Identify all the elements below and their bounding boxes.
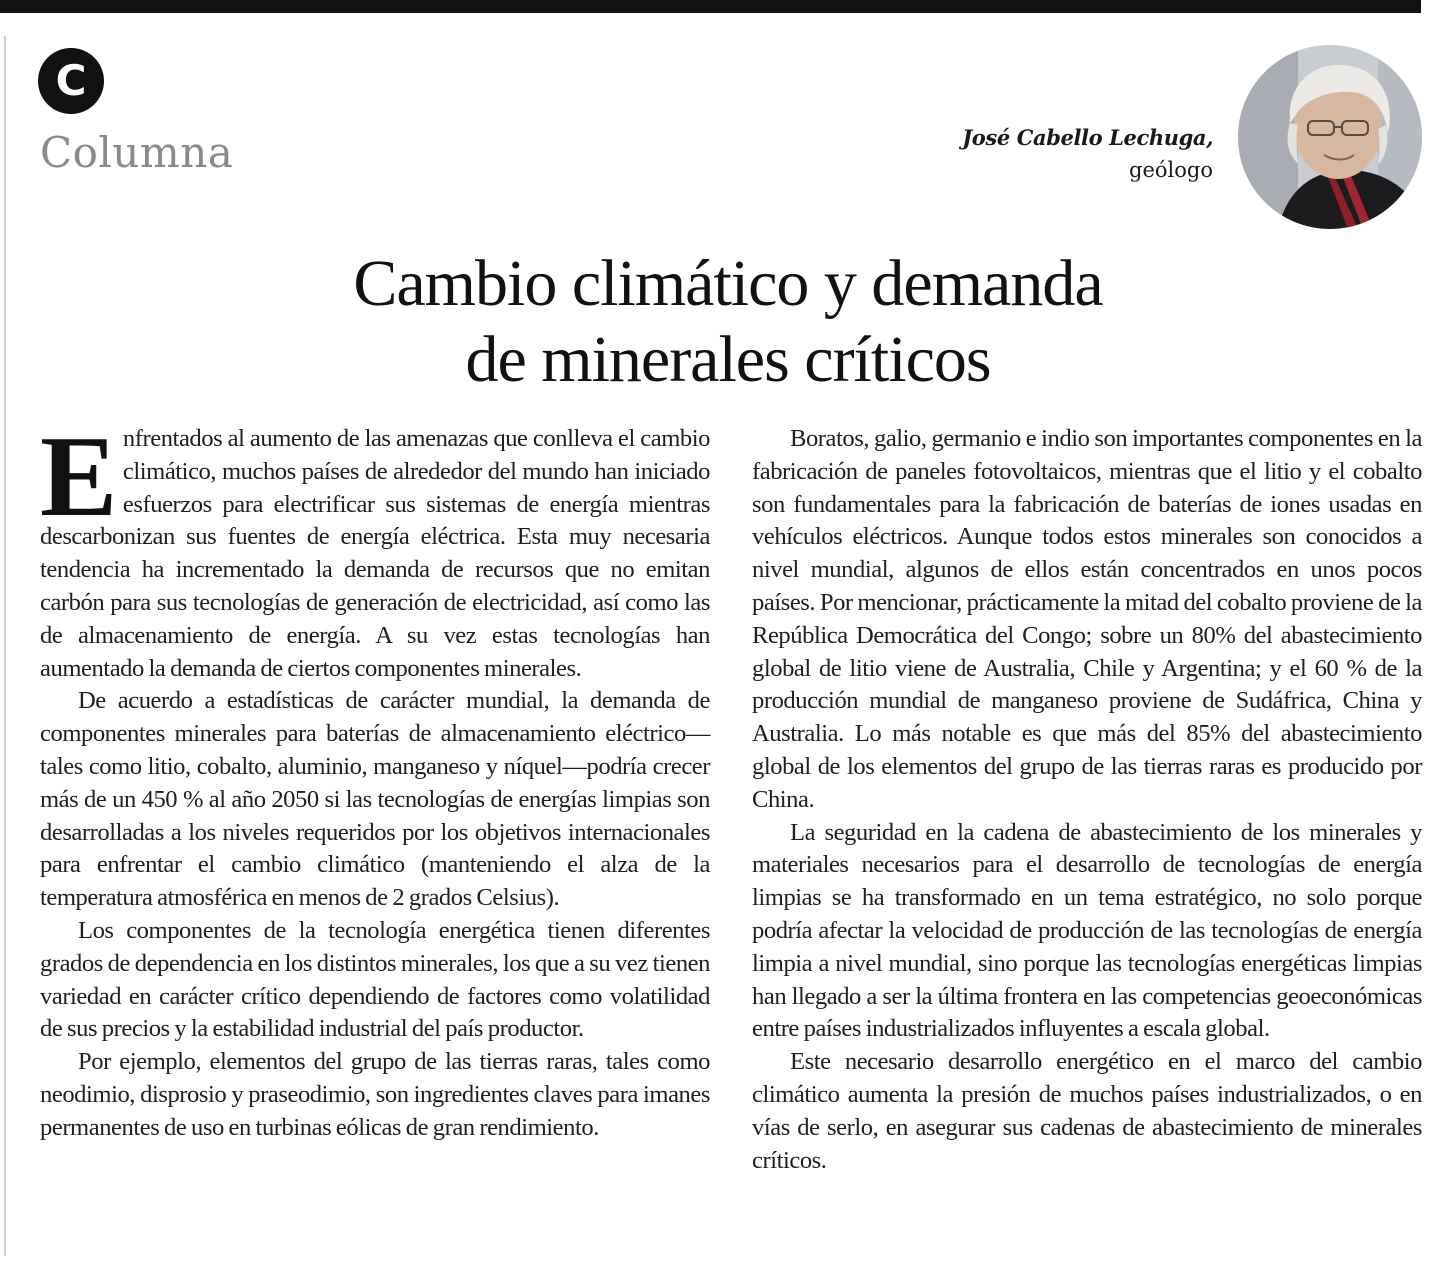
author-name: José Cabello Lechuga, [962, 125, 1213, 150]
paragraph: Por ejemplo, elementos del grupo de las tierras raras, tales como neodimio, disprosio y praseodimio, son ingredientes claves para imanes permanentes de uso en turbinas eólicas de gran rendimiento. [40, 1048, 710, 1141]
top-rule [0, 0, 1421, 13]
paragraph: De acuerdo a estadísticas de carácter mundial, la demanda de componentes minerales para baterías de almacenamiento eléctrico—tales como litio, cobalto, aluminio, manganeso y níquel—podría crecer más de un 450 % al año 2050 si las tecnologías de energías limpias son desarrolladas a los niveles requeridos por los objetivos internacionales para enfrentar el cambio climático (manteniendo el alza de la temperatura atmosférica en menos de 2 grados Celsius). [40, 687, 710, 912]
headline-line-2: de minerales críticos [465, 323, 991, 396]
section-badge: C [38, 48, 104, 114]
article-column-right [752, 423, 1422, 1177]
headline [0, 246, 1456, 398]
author-portrait-icon [1238, 45, 1422, 229]
headline-line-1: Cambio climático y demanda [353, 247, 1103, 320]
paragraph: Los componentes de la tecnología energética tienen diferentes grados de dependencia en los distintos minerales, los que a su vez tienen variedad en carácter crítico dependiendo de factores como volatilidad de sus precios y la estabilidad industrial del país productor. [40, 916, 710, 1043]
author-byline [962, 125, 1213, 182]
paragraph: Este necesario desarrollo energético en el marco del cambio climático aumenta la presión de muchos países industrializados, o en vías de serlo, en asegurar sus cadenas de abastecimiento de minerales críticos. [752, 1048, 1422, 1174]
article-column-left [40, 413, 710, 1145]
paragraph [40, 413, 710, 685]
drop-cap: E [40, 413, 117, 541]
paragraph-text: nfrentados al aumento de las amenazas que conlleva el cambio climático, muchos países de alrededor del mundo han iniciado esfuerzos para electrificar sus sistemas de energía mientras descarbonizan sus fuentes de energía eléctrica. Esta muy necesaria tendencia ha incrementado la demanda de recursos que no emitan carbón para sus tecnologías de generación de electricidad, así como las de almacenamiento de energía. A su vez estas tecnologías han aumentado la demanda de ciertos componentes minerales. [40, 425, 710, 682]
left-rule [4, 36, 6, 1256]
section-label: Columna [40, 128, 234, 177]
author-photo [1238, 45, 1422, 229]
paragraph: Boratos, galio, germanio e indio son importantes componentes en la fabricación de paneles fotovoltaicos, mientras que el litio y el cobalto son fundamentales para la fabricación de baterías de iones usadas en vehículos eléctricos. Aunque todos estos minerales son conocidos a nivel mundial, algunos de ellos están concentrados en unos pocos países. Por mencionar, prácticamente la mitad del cobalto proviene de la República Democrática del Congo; sobre un 80% del abastecimiento global de litio viene de Australia, Chile y Argentina; y el 60 % de la producción mundial de manganeso proviene de Sudáfrica, China y Australia. Lo más notable es que más del 85% del abastecimiento global de los elementos del grupo de las tierras raras es producido por China. [752, 425, 1422, 813]
paragraph: La seguridad en la cadena de abastecimiento de los minerales y materiales necesarios para el desarrollo de tecnologías de energía limpias se ha transformado en un tema estratégico, no solo porque podría afectar la velocidad de producción de las tecnologías de energía limpia a nivel mundial, sino porque las tecnologías energéticas limpias han llegado a ser la última frontera en las competencias geoeconómicas entre países industrializados influyentes a escala global. [752, 818, 1422, 1043]
author-role: geólogo [1129, 158, 1213, 182]
